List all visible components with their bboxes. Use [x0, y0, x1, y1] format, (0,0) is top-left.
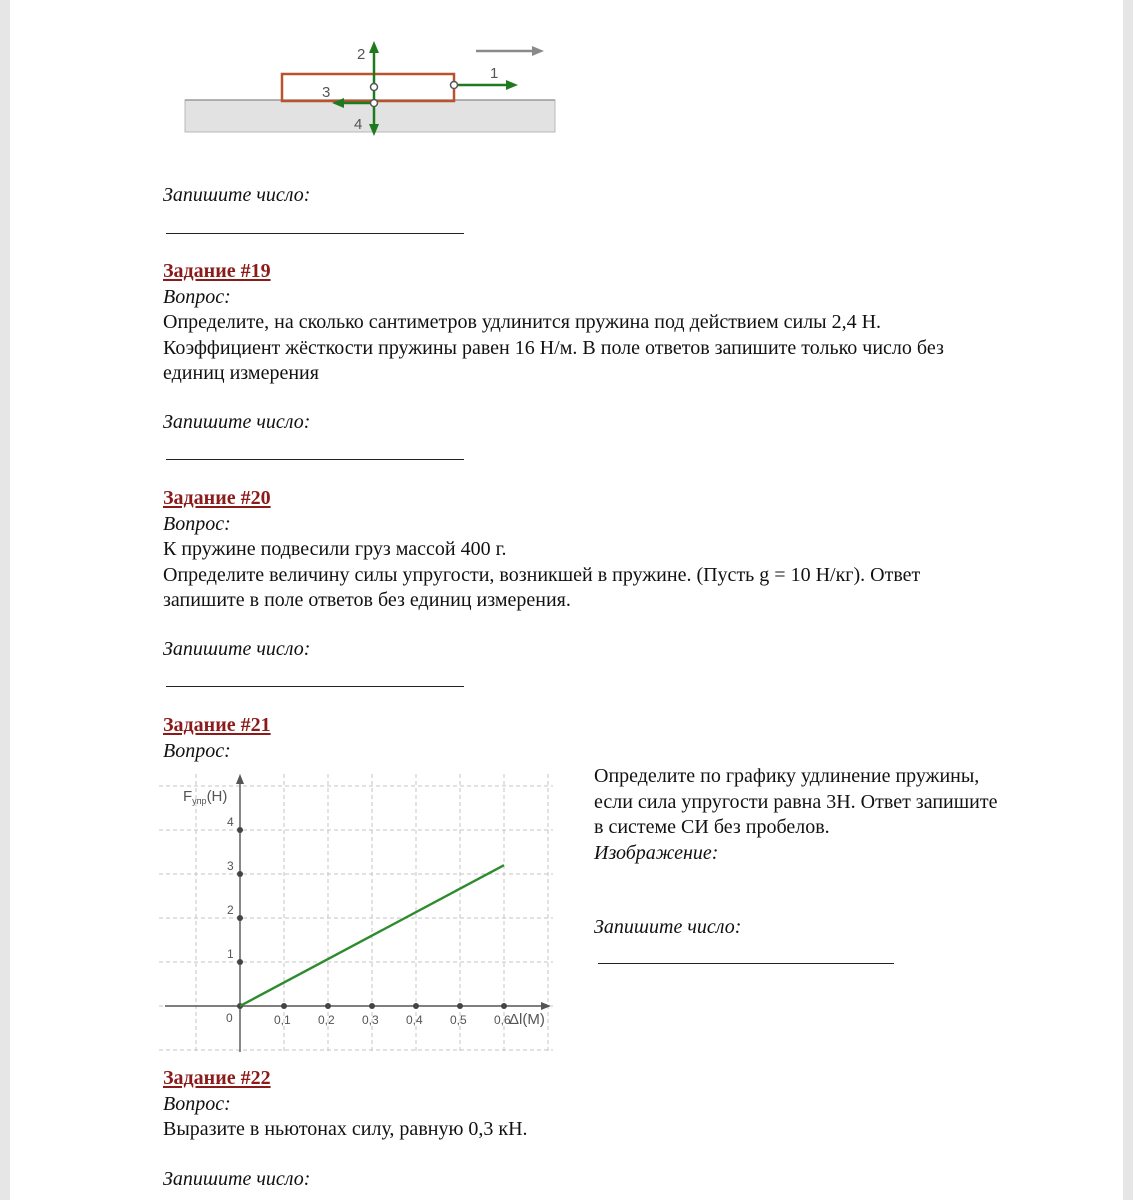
force-diagram-figure — [180, 35, 560, 145]
y-tick-point — [237, 959, 243, 965]
task-20-question-label: Вопрос: — [163, 513, 231, 535]
answer-label-19: Запишите число: — [163, 411, 311, 433]
answer-field-20[interactable] — [166, 686, 464, 687]
origin-label: 0 — [226, 1011, 233, 1025]
x-tick-point — [413, 1003, 419, 1009]
y-axis-label — [183, 788, 227, 806]
task-19-question-text — [163, 310, 944, 387]
task-21-line: Определите по графику удлинение пружины, — [594, 765, 980, 787]
task-19-title: Задание #19 — [163, 260, 271, 282]
x-tick-label: 0,4 — [406, 1013, 423, 1027]
velocity-arrow-head — [532, 46, 544, 56]
y-tick-label: 3 — [227, 859, 234, 873]
y-tick-label: 2 — [227, 903, 234, 917]
force-arrow-2-head — [369, 41, 379, 53]
y-tick-point — [237, 871, 243, 877]
force-point-2 — [371, 84, 378, 91]
surface — [185, 100, 555, 132]
x-tick-label: 0,1 — [274, 1013, 291, 1027]
y-tick-label: 1 — [227, 947, 234, 961]
x-tick-point — [325, 1003, 331, 1009]
x-axis-arrow — [541, 1002, 551, 1010]
answer-label-20: Запишите число: — [163, 638, 311, 660]
x-tick-point — [369, 1003, 375, 1009]
document-page — [10, 0, 1123, 1200]
task-20-line: К пружине подвесили груз массой 400 г. — [163, 538, 507, 560]
task-19-question-label: Вопрос: — [163, 286, 231, 308]
force-label-4: 4 — [354, 116, 363, 133]
task-19-line: Определите, на сколько сантиметров удлинится пружина под действием силы 2,4 Н. — [163, 311, 882, 333]
force-arrow-1-head — [506, 80, 518, 90]
x-tick-point — [501, 1003, 507, 1009]
y-tick-point — [237, 915, 243, 921]
y-tick-label: 4 — [227, 815, 234, 829]
task-20-line: запишите в поле ответов без единиц измерения. — [163, 589, 571, 611]
answer-label-21: Запишите число: — [594, 916, 742, 938]
task-21-question-label: Вопрос: — [163, 740, 231, 762]
task-19-line: Коэффициент жёсткости пружины равен 16 Н/м. В поле ответов запишите только число без — [163, 336, 944, 359]
task-21-question-text — [594, 764, 997, 866]
x-tick-point — [457, 1003, 463, 1009]
task-21-title: Задание #21 — [163, 714, 271, 736]
block — [282, 74, 454, 101]
force-point-1 — [451, 82, 458, 89]
x-tick-label: 0,6 — [494, 1013, 511, 1027]
task-22-title: Задание #22 — [163, 1067, 271, 1089]
task-20-line: Определите величину силы упругости, возникшей в пружине. (Пусть g = 10 Н/кг). Ответ — [163, 563, 921, 586]
task-22-question-text — [163, 1117, 528, 1143]
y-tick-point — [237, 827, 243, 833]
task-19-line: единиц измерения — [163, 362, 319, 384]
x-tick-label: 0,2 — [318, 1013, 335, 1027]
y-axis-arrow — [236, 774, 244, 784]
task-22-question-label: Вопрос: — [163, 1093, 231, 1115]
task-22-line: Выразите в ньютонах силу, равную 0,3 кН. — [163, 1118, 528, 1140]
x-tick-label: 0,3 — [362, 1013, 379, 1027]
task-21-image-label: Изображение: — [594, 841, 719, 864]
y-axis-label-sub: упр — [192, 796, 207, 806]
force-label-2: 2 — [357, 46, 366, 63]
y-axis-label-main: F — [183, 788, 193, 805]
answer-field-19[interactable] — [166, 459, 464, 460]
task-21-line: если сила упругости равна 3Н. Ответ запишите — [594, 790, 998, 813]
answer-label-22: Запишите число: — [163, 1168, 311, 1190]
force-label-1: 1 — [490, 65, 499, 82]
x-tick-point — [281, 1003, 287, 1009]
spring-force-chart — [155, 770, 555, 1056]
task-20-title: Задание #20 — [163, 487, 271, 509]
force-label-3: 3 — [322, 84, 331, 101]
task-20-question-text — [163, 537, 920, 614]
force-point-3 — [371, 100, 378, 107]
answer-label-18: Запишите число: — [163, 184, 311, 206]
task-21-line: в системе СИ без пробелов. — [594, 816, 830, 838]
answer-field-18[interactable] — [166, 233, 464, 234]
x-tick-label: 0,5 — [450, 1013, 467, 1027]
x-axis-label: Δl(M) — [509, 1011, 545, 1028]
answer-field-21[interactable] — [598, 963, 894, 964]
y-axis-label-unit: (H) — [206, 788, 228, 805]
